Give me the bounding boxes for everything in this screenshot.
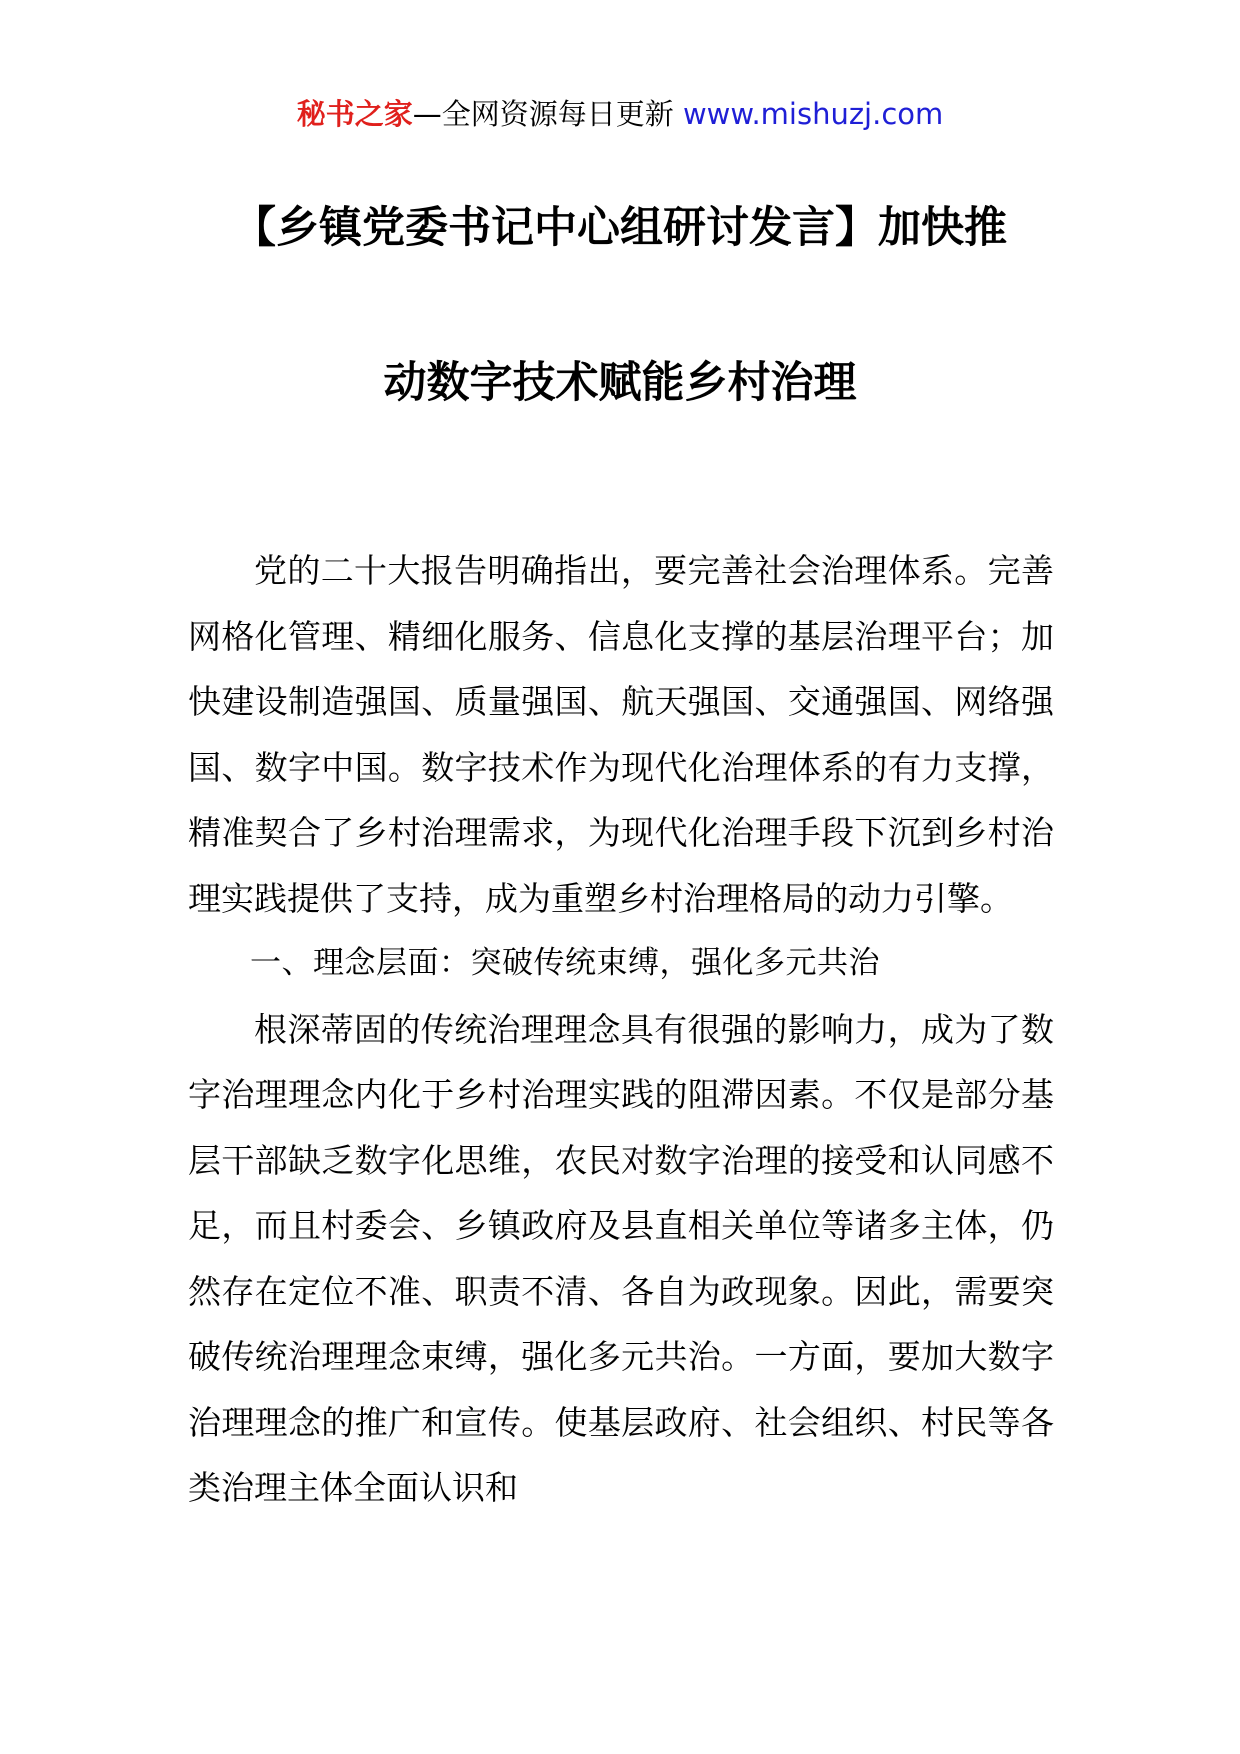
body-paragraph: 党的二十大报告明确指出，要完善社会治理体系。完善网格化管理、精细化服务、信息化支撑的基层治理平台；加快建设制造强国、质量强国、航天强国、交通强国、网络强国、数字中国。数字技术作为现代化治理体系的有力支撑，精准契合了乡村治理需求，为现代化治理手段下沉到乡村治理实践提供了支持，成为重塑乡村治理格局的动力引擎。 [188,551,1054,918]
body-paragraph: 根深蒂固的传统治理理念具有很强的影响力，成为了数字治理理念内化于乡村治理实践的阻滞因素。不仅是部分基层干部缺乏数字化思维，农民对数字治理的接受和认同感不足，而且村委会、乡镇政府及县直相关单位等诸多主体，仍然存在定位不准、职责不清、各自为政现象。因此，需要突破传统治理理念束缚，强化多元共治。一方面，要加大数字治理理念的推广和宣传。使基层政府、社会组织、村民等各类治理主体全面认识和 [188,1009,1054,1507]
site-tagline: —全网资源每日更新 [412,97,674,131]
site-url-link[interactable]: www.mishuzj.com [682,97,944,131]
document-title-line-1: 【乡镇党委书记中心组研讨发言】加快推 [233,203,1007,253]
site-header [0,96,1240,132]
site-brand: 秘书之家 [296,97,413,131]
document-body [188,538,1054,1521]
section-heading: 一、理念层面：突破传统束缚，强化多元共治 [250,945,880,981]
document-title-line-2: 动数字技术赋能乡村治理 [383,358,857,408]
